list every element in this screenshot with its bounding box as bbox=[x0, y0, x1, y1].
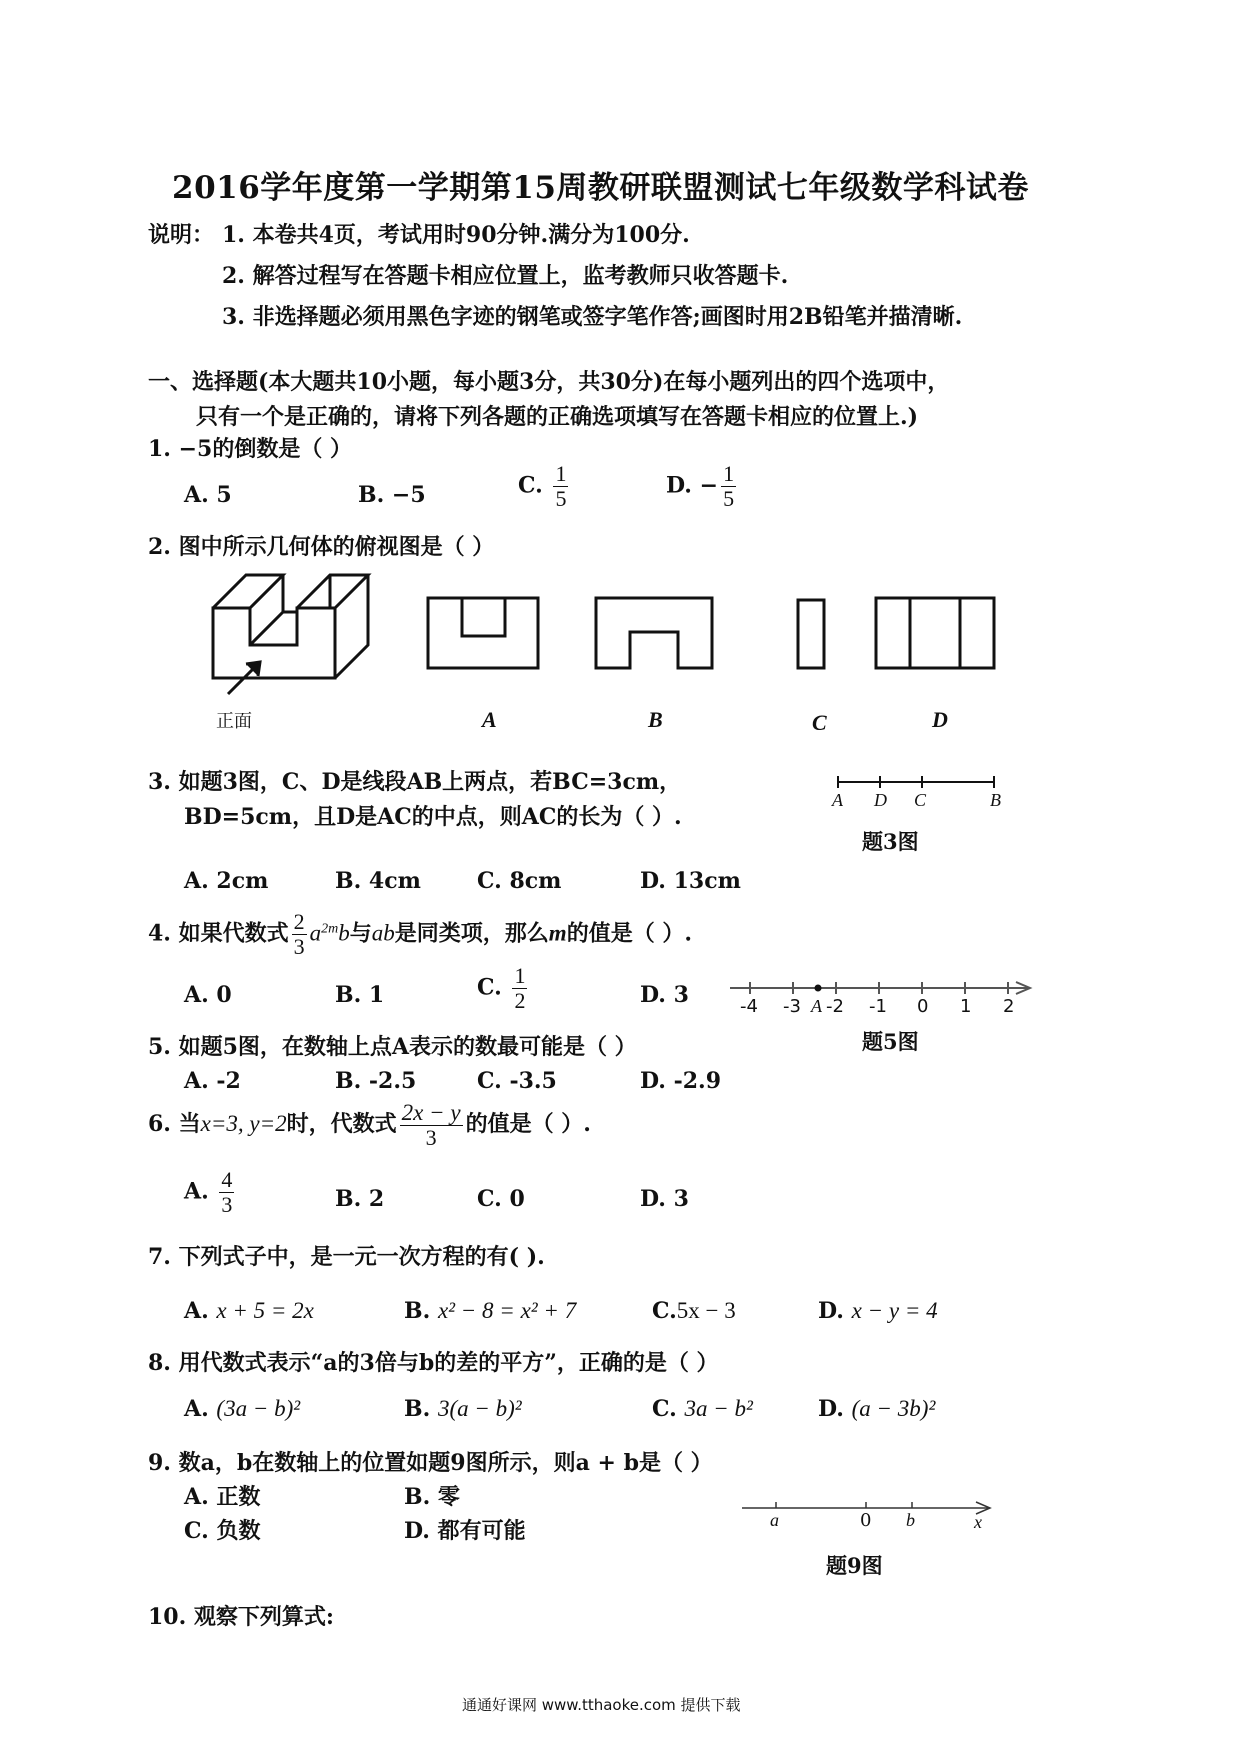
q9-option-c: C. 负数 bbox=[184, 1518, 261, 1544]
q4-option-d: D. 3 bbox=[640, 982, 689, 1008]
q7-option-a: A. x + 5 = 2x bbox=[184, 1298, 314, 1324]
q5-option-d: D. -2.9 bbox=[640, 1068, 722, 1094]
q8-option-d: D. (a − 3b)² bbox=[818, 1396, 936, 1422]
q5-option-c: C. -3.5 bbox=[477, 1068, 557, 1094]
section-heading: 一、选择题(本大题共10小题，每小题3分，共30分)在每小题列出的四个选项中， bbox=[148, 369, 950, 395]
q3-option-c: C. 8cm bbox=[477, 868, 562, 894]
q3-fig-caption: 题3图 bbox=[862, 829, 919, 854]
q7-option-c: C.5x − 3 bbox=[652, 1298, 736, 1324]
q3-point-a: A bbox=[832, 790, 843, 810]
q1-option-d: D. − $\frac{1}{5}$ bbox=[666, 461, 735, 512]
q3-point-d: D bbox=[874, 790, 887, 810]
q2-label-b: B bbox=[648, 707, 663, 732]
question-5-stem: 5. 如题5图，在数轴上点A表示的数最可能是（ ） bbox=[148, 1034, 637, 1060]
q2-label-a: A bbox=[482, 707, 497, 732]
q3-option-d: D. 13cm bbox=[640, 868, 741, 894]
q9-point-a: a bbox=[770, 1510, 779, 1530]
fraction: $\frac{1}{5}$ bbox=[555, 461, 567, 512]
q9-point-0: 0 bbox=[860, 1510, 872, 1531]
q2-label-c: C bbox=[812, 710, 827, 735]
q5-tick-1: 1 bbox=[960, 996, 972, 1017]
q8-option-b: B. 3(a − b)² bbox=[404, 1396, 522, 1422]
fraction: $\frac{2x - y}{3}$ bbox=[401, 1100, 461, 1151]
q5-tick-2: 2 bbox=[1003, 996, 1015, 1017]
q8-option-c: C. 3a − b² bbox=[652, 1396, 753, 1422]
q9-axis-x: x bbox=[974, 1512, 982, 1532]
q4-option-a: A. 0 bbox=[184, 982, 232, 1008]
q4-option-b: B. 1 bbox=[335, 982, 385, 1008]
q2-label-d: D bbox=[932, 707, 948, 732]
question-4-stem: 4. 如果代数式 $\frac{2}{3}$ $a^{2m}b$与ab是同类项，那么m的值是（ ）. bbox=[148, 909, 693, 960]
front-label: 正面 bbox=[216, 711, 252, 732]
q9-point-b: b bbox=[906, 1510, 915, 1530]
fraction: $\frac{1}{2}$ bbox=[514, 963, 526, 1014]
q5-point-label: A bbox=[811, 996, 822, 1016]
question-8-stem: 8. 用代数式表示“a的3倍与b的差的平方”，正确的是（ ） bbox=[148, 1350, 719, 1376]
q5-tick--4: -4 bbox=[740, 996, 758, 1017]
q3-option-b: B. 4cm bbox=[335, 868, 421, 894]
question-1-stem: 1. −5的倒数是（ ） bbox=[148, 436, 353, 462]
question-6-stem: 6. 当x=3, y=2时，代数式 $\frac{2x - y}{3}$ 的值是（ ）. bbox=[148, 1100, 591, 1151]
fraction: $\frac{2}{3}$ bbox=[293, 909, 305, 960]
q3-point-b: B bbox=[990, 790, 1001, 810]
q1-option-c: C. $\frac{1}{5}$ bbox=[518, 461, 567, 512]
question-10-stem: 10. 观察下列算式: bbox=[148, 1604, 335, 1630]
question-2-stem: 2. 图中所示几何体的俯视图是（ ） bbox=[148, 534, 495, 560]
q6-option-b: B. 2 bbox=[335, 1186, 385, 1212]
q6-option-d: D. 3 bbox=[640, 1186, 689, 1212]
note-1: 1. 本卷共4页，考试用时90分钟.满分为100分. bbox=[222, 222, 690, 248]
question-9-stem: 9. 数a，b在数轴上的位置如题9图所示，则a + b是（ ） bbox=[148, 1450, 713, 1476]
q9-fig-caption: 题9图 bbox=[826, 1553, 883, 1578]
q9-option-b: B. 零 bbox=[404, 1484, 460, 1510]
question-3-line2: BD=5cm，且D是AC的中点，则AC的长为（ ）. bbox=[184, 804, 682, 830]
q5-tick--3: -3 bbox=[783, 996, 801, 1017]
q6-option-c: C. 0 bbox=[477, 1186, 525, 1212]
notes-prefix: 说明： bbox=[148, 222, 215, 248]
q5-option-a: A. -2 bbox=[184, 1068, 241, 1094]
q9-option-a: A. 正数 bbox=[184, 1484, 261, 1510]
q8-option-a: A. (3a − b)² bbox=[184, 1396, 301, 1422]
question-3-line1: 3. 如题3图，C、D是线段AB上两点，若BC=3cm， bbox=[148, 769, 682, 795]
section-instruction: 只有一个是正确的，请将下列各题的正确选项填写在答题卡相应的位置上.) bbox=[196, 404, 919, 430]
q7-option-b: B. x² − 8 = x² + 7 bbox=[404, 1298, 577, 1324]
q5-fig-caption: 题5图 bbox=[862, 1029, 919, 1054]
page-footer: 通通好课网 www.tthaoke.com 提供下载 bbox=[462, 1696, 741, 1714]
question-7-stem: 7. 下列式子中，是一元一次方程的有( ). bbox=[148, 1244, 545, 1270]
q5-option-b: B. -2.5 bbox=[335, 1068, 417, 1094]
q5-tick-0: 0 bbox=[917, 996, 929, 1017]
q1-option-b: B. −5 bbox=[358, 482, 426, 508]
q6-option-a: A. $\frac{4}{3}$ bbox=[184, 1167, 233, 1218]
fraction: $\frac{4}{3}$ bbox=[221, 1167, 233, 1218]
q3-option-a: A. 2cm bbox=[184, 868, 269, 894]
q5-tick--1: -1 bbox=[869, 996, 887, 1017]
q9-option-d: D. 都有可能 bbox=[404, 1518, 526, 1544]
q3-point-c: C bbox=[914, 790, 927, 810]
q5-tick--2: -2 bbox=[826, 996, 844, 1017]
page-title: 2016学年度第一学期第15周教研联盟测试七年级数学科试卷 bbox=[172, 170, 1029, 206]
fraction: $\frac{1}{5}$ bbox=[723, 461, 735, 512]
q4-option-c: C. $\frac{1}{2}$ bbox=[477, 963, 526, 1014]
note-3: 3. 非选择题必须用黑色字迹的钢笔或签字笔作答;画图时用2B铅笔并描清晰. bbox=[222, 304, 963, 330]
note-2: 2. 解答过程写在答题卡相应位置上，监考教师只收答题卡. bbox=[222, 263, 789, 289]
q7-option-d: D. x − y = 4 bbox=[818, 1298, 938, 1324]
q1-option-a: A. 5 bbox=[184, 482, 232, 508]
